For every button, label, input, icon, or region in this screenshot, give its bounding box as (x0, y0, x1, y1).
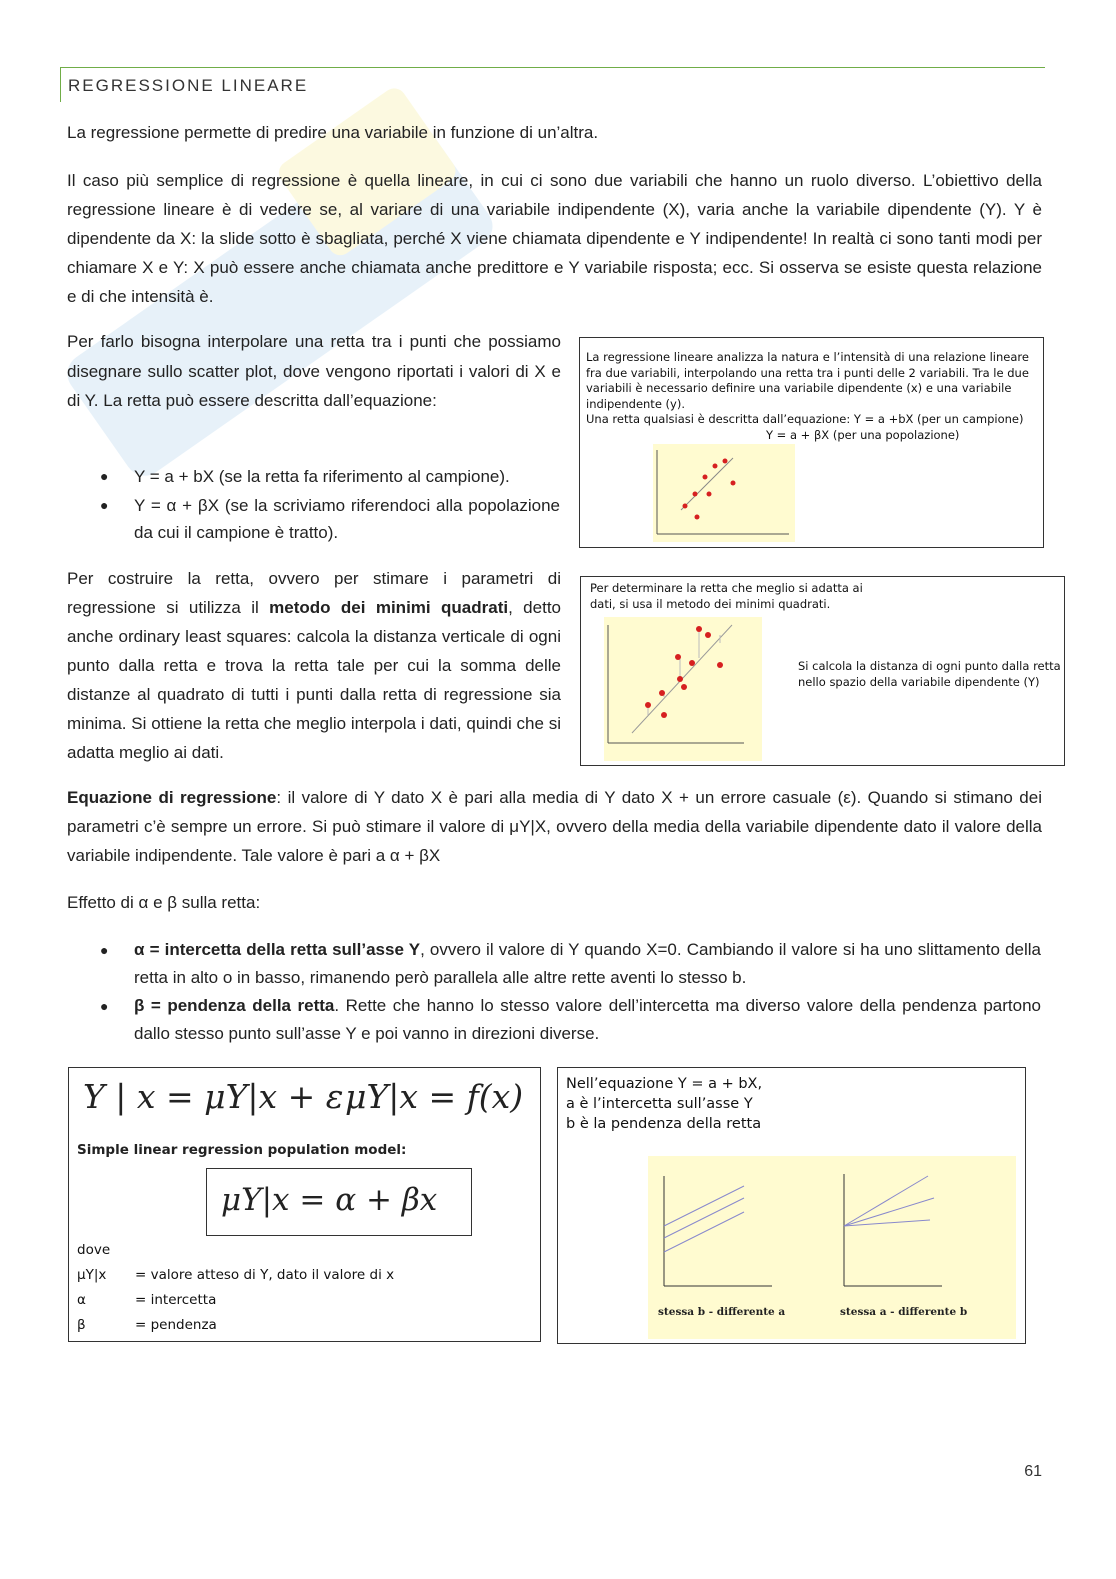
regression-equation-paragraph: Equazione di regressione: il valore di Y dato X è pari alla media di Y dato X + un errore casuale (ε). Quando si stimano dei parametri c’è sempre un errore. Si può stimare il valore di μY|X, ovvero della media della variabile dipendente dato il valore della variabile indipendente. Tale valore è pari a α + βX (67, 788, 1042, 865)
linear-regression-paragraph: Il caso più semplice di regressione è quella lineare, in cui ci sono due variabili che hanno un ruolo diverso. L’obiettivo della regressione lineare è di vedere se, al variare di una variabile indipendente (X), varia anche la variabile dipendente (Y). Y è dipendente da X: la slide sotto è sbagliata, perché X viene chiamata dipendente e Y indipendente! In realtà ci sono tanti modi per chiamare X e Y: X può essere anche chiamata anche predittore e Y variabile risposta; ecc. Si osserva se esiste questa relazione e di che intensità è. (67, 171, 1042, 306)
slide-population-model (68, 1067, 541, 1342)
definition-row: μY|x = valore atteso di Y, dato il valore di x (77, 1267, 395, 1283)
equation-function: μY|x = f(x) (345, 1077, 524, 1116)
effects-paragraph: Effetto di α e β sulla retta: (67, 893, 261, 912)
scatter-plot (653, 444, 795, 542)
bullet-icon: ● (100, 942, 109, 958)
bullet-icon: ● (100, 468, 109, 484)
interpolation-paragraph: Per farlo bisogna interpolare una retta tra i punti che possiamo disegnare sullo scatter plot, dove vengono riportati i valori di X e di Y. La retta può essere descritta dall’equazione: (67, 332, 561, 410)
least-squares-plot (604, 617, 762, 761)
caption-left: stessa b - differente a (658, 1306, 786, 1318)
equation-conditional: Y | x = μY|x + ε (83, 1077, 344, 1116)
caption-right: stessa a - differente b (840, 1306, 968, 1318)
section-title: REGRESSIONE LINEARE (68, 76, 309, 95)
intro-paragraph: La regressione permette di predire una variabile in funzione di un’altra. (67, 123, 599, 142)
least-squares-paragraph: Per costruire la retta, ovvero per stimare i parametri di regressione si utilizza il metodo dei minimi quadrati, detto anche ordinary least squares: calcola la distanza verticale di ogni punto dalla retta e trova la retta tale per cui la somma delle distanze al quadrato di tutti i punti dalla retta di regressione sia minima. Si ottiene la retta che meglio interpola i dati, quindi che si adatta meglio ai dati. (67, 569, 561, 762)
page-number: 61 (1024, 1463, 1042, 1480)
model-equation-box (206, 1168, 472, 1236)
definition-row: α = intercetta (77, 1292, 217, 1308)
model-equation: μY|x = α + βx (221, 1182, 438, 1218)
definition-row: β = pendenza (77, 1317, 217, 1333)
slide-regression-definition: La regressione lineare analizza la natura e l’intensità di una relazione lineare fra due variabili, interpolando una retta tra i punti delle 2 variabili. Tra le due variabili è necessario definire una variabile dipendente (x) e una variabile indipendente (y). Una retta qualsiasi è descritta dall’equazione: Y = a +bX (per un campione) Y = a + βX (per una popolazione) (579, 337, 1044, 548)
model-title: Simple linear regression population model: (77, 1142, 407, 1158)
bullet-icon: ● (100, 497, 109, 513)
dove-label: dove (77, 1242, 111, 1258)
slide-least-squares: Per determinare la retta che meglio si adatta ai dati, si usa il metodo dei minimi quadrati. Si calcola la distanza di ogni punto dalla retta nello spazio della variabile dipendente (Y) (580, 576, 1065, 766)
intercept-slope-plots (648, 1156, 1016, 1339)
bullet-icon: ● (100, 998, 109, 1014)
slide-intercept-slope: Nell’equazione Y = a + bX, a è l’intercetta sull’asse Y b è la pendenza della retta stessa b - differente a stessa a - differente b (557, 1067, 1026, 1344)
